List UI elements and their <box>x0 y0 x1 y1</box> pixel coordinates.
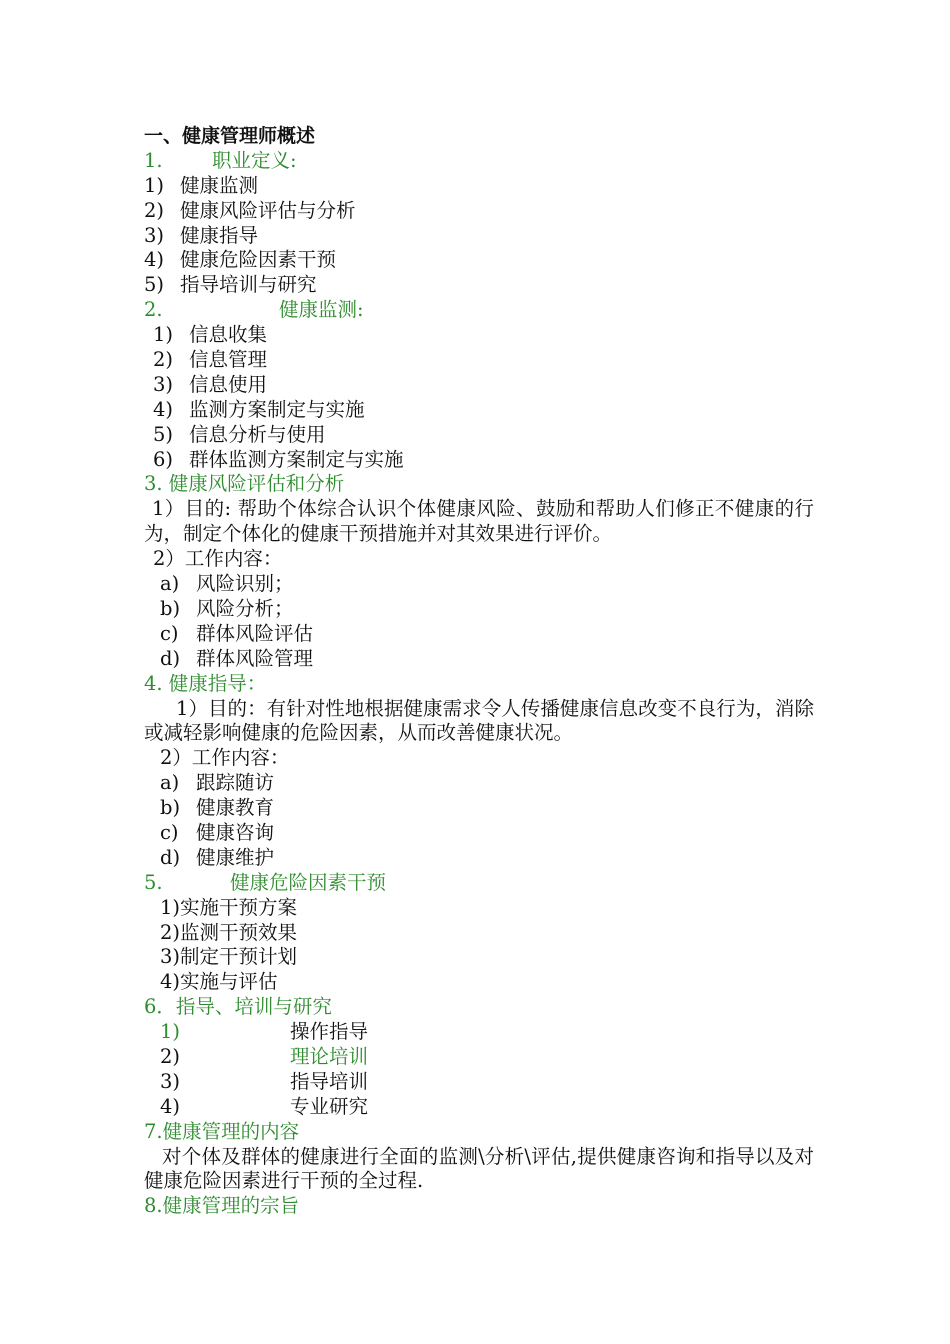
list-item: a) 跟踪随访 <box>160 771 275 795</box>
section-2-heading <box>144 298 814 323</box>
section-4-heading: 4. 健康指导： <box>144 671 267 695</box>
section-6-heading: 6．指导、培训与研究 <box>144 995 332 1019</box>
list-item: 2)监测干预效果 <box>160 920 298 944</box>
list-item: 3) 健康指导 <box>144 223 259 247</box>
list-item: 4) 健康危险因素干预 <box>144 248 337 272</box>
list-item: c) 群体风险评估 <box>160 621 314 645</box>
list-item: 3)制定干预计划 <box>160 945 298 969</box>
work-content-label: 2）工作内容： <box>153 547 283 571</box>
list-item: c) 健康咨询 <box>160 821 275 844</box>
list-item: 3) 信息使用 <box>153 372 268 396</box>
list-item: 1) 健康监测 <box>144 173 259 197</box>
list-item: 6) 群体监测方案制定与实施 <box>153 447 404 471</box>
section-title: 职业定义: <box>212 148 297 172</box>
list-item: 2) 健康风险评估与分析 <box>144 198 356 222</box>
list-item: 4) 专业研究 <box>160 1094 369 1118</box>
list-item: d) 群体风险管理 <box>160 646 314 670</box>
section-1-heading <box>144 149 814 174</box>
list-item: b) 风险分析； <box>160 596 294 620</box>
list-item: b) 健康教育 <box>160 796 275 820</box>
section-3-heading: 3. 健康风险评估和分析 <box>144 472 345 496</box>
content-paragraph: 对个体及群体的健康进行全面的监测\分析\评估,提供健康咨询和指导以及对健康危险因素进行干预的全过程. <box>144 1144 814 1193</box>
section-number: 2. <box>144 298 163 322</box>
work-content-label: 2）工作内容： <box>160 746 290 770</box>
list-item: 4)实施与评估 <box>160 970 278 994</box>
list-item: 5) 信息分析与使用 <box>153 422 326 446</box>
purpose-paragraph: 1）目的: 帮助个体综合认识个体健康风险、鼓励和帮助人们修正不健康的行为，制定个体化的健康干预措施并对其效果进行评价。 <box>144 497 814 546</box>
section-title: 健康监测: <box>279 298 364 322</box>
section-number: 5. <box>144 870 163 894</box>
list-item: d) 健康维护 <box>160 845 275 869</box>
list-item: 1)实施干预方案 <box>160 895 298 919</box>
document-page <box>144 124 814 1219</box>
list-item: 1) 操作指导 <box>160 1020 369 1044</box>
section-number: 1. <box>144 148 163 172</box>
purpose-paragraph: 1）目的：有针对性地根据健康需求令人传播健康信息改变不良行为，消除或减轻影响健康的危险因素，从而改善健康状况。 <box>144 696 814 745</box>
list-item: 5) 指导培训与研究 <box>144 273 317 297</box>
section-5-heading <box>144 871 814 896</box>
section-title: 健康危险因素干预 <box>230 870 387 894</box>
list-item: a) 风险识别； <box>160 572 294 596</box>
page-title: 一、健康管理师概述 <box>144 125 316 147</box>
list-item: 3) 指导培训 <box>160 1069 369 1093</box>
list-item: 2) 理论培训 <box>160 1045 369 1069</box>
section-8-heading: 8.健康管理的宗旨 <box>144 1194 300 1218</box>
list-item: 2) 信息管理 <box>153 348 268 372</box>
list-item: 4) 监测方案制定与实施 <box>153 397 365 421</box>
section-7-heading: 7.健康管理的内容 <box>144 1119 300 1143</box>
list-item: 1) 信息收集 <box>153 323 268 347</box>
